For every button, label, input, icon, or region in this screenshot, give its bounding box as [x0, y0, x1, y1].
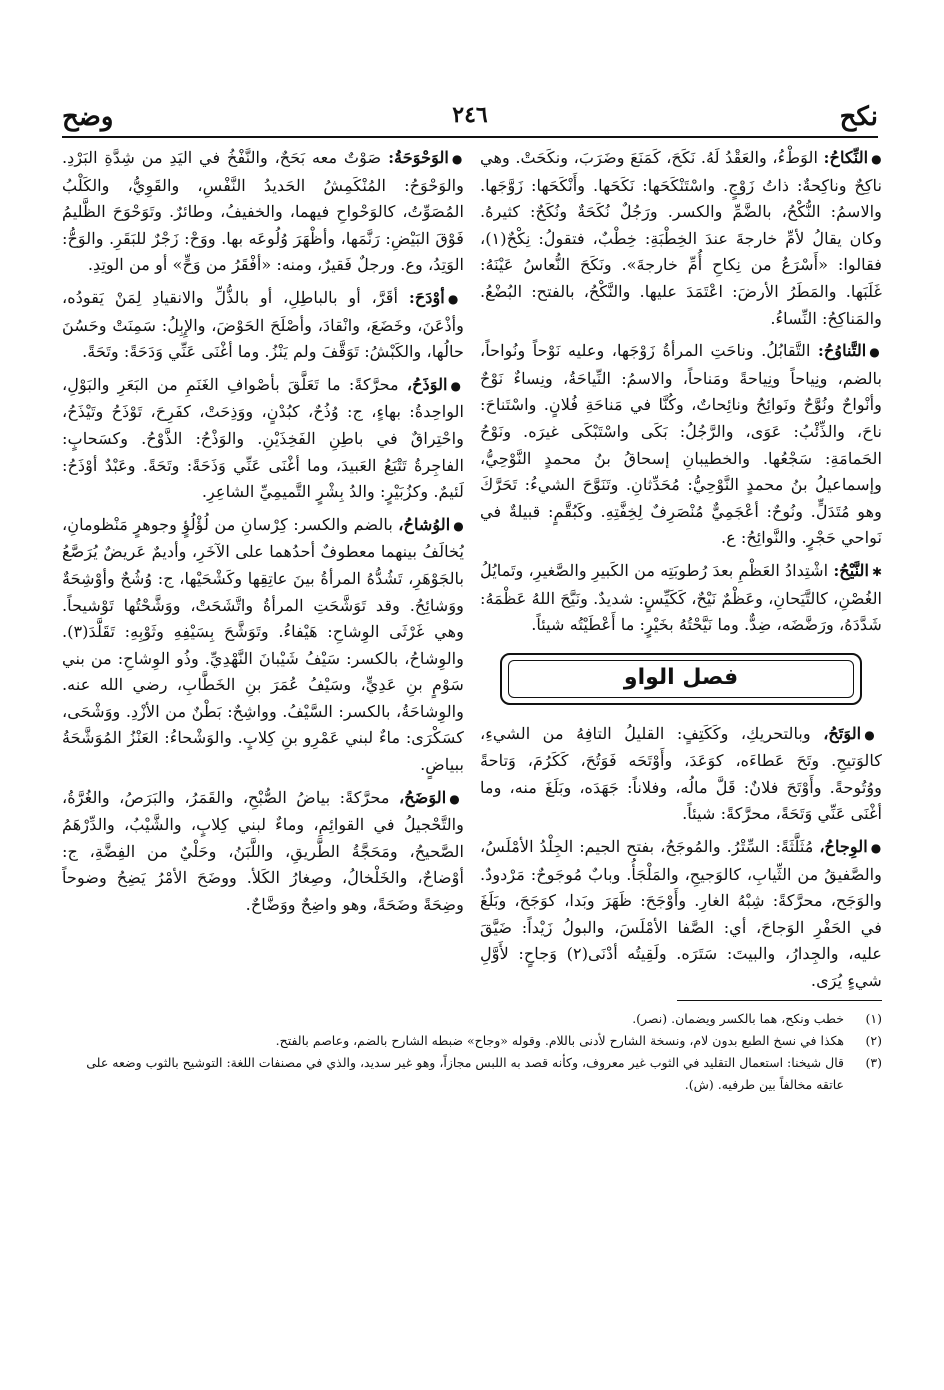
header-right-word: نكح [839, 102, 878, 132]
footnote [62, 1052, 882, 1096]
footnote-number: (٣) [865, 1055, 882, 1070]
right-column [480, 145, 882, 990]
section-heading-box [500, 653, 862, 705]
footnote-number: (١) [865, 1011, 882, 1026]
footnotes [62, 1008, 882, 1096]
bullet-icon: ● [453, 518, 464, 533]
entry-text: وبالتحريكِ، وكَكَتِفٍ: القليلُ التافِهُ من الشيءِ، كالوَتيحِ. وتَحَ عَطاءَه، كوَعَدَ، وأَوْتَحَه فَوَتُحَ، كَكَرُمَ، وَتاحةً ووُتُوحةً. وأَوْتَحَ فلانٌ: قَلَّ مالُه، وفلاناً: جَهَدَه، وبَلَغَ منه، وما أغْنَى عَنِّي وَتَحَةً، محرَّكةً: شيئاً. [480, 723, 882, 824]
entry [62, 285, 464, 366]
entry [480, 834, 882, 990]
bullet-icon: ● [449, 791, 464, 806]
bullet-icon: ● [870, 841, 882, 856]
entry-headword: الوَحْوَحَةُ: [388, 148, 449, 167]
page-header [62, 86, 878, 138]
entry-text: صَوْتٌ معه بَحَحٌ، والنَّفْخُ في اليَدِ من شِدَّةِ البَرْدِ. والوَحْوَحُ: المُنْكَمِشُ الحَديدُ النَّفْسِ، والقَوِيُّ، والكَلْبُ المُصَوِّتُ، كالوَحْواحِ فيهما، والخفيفُ، وطائرٌ. وتَوَحْوَحَ الظَّليمُ فَوْقَ البَيْضِ: رَنَّمَها، وأظْهَرَ وُلُوعَه بها. ووَحْ: زَجْرٌ للبَقَرِ. والوَحُّ: الوَتِدُ، وع. ورجلٌ فَقيرٌ، ومنه: «أفْقَرُ من وَحٍّ» أو من الوتِدِ. [62, 148, 464, 275]
entry-text: مُثَلَّثَةً: السِّتْرُ. والمُوجَحُ، بفتح الجيم: الجِلْدُ الأمْلَسُ، والصَّفيقُ من الثِّيابِ، كالوَجيحِ، والمَلْجَأُ. وبابٌ مُوجَوحٌ: مَرْدودٌ. والوَجَح، محرَّكةً: شِبْهُ الغارِ. وأَوْجَحَ: ظَهَرَ وبَدا، كوَجَحَ، وبَلَغَ في الحَفْرِ الوَجاحَ، أي: الصَّفا الأمْلَسَ، والبولُ زَيْداً: ضَيَّقَ عليه، والجِدارُ، والبيتَ: سَتَرَه. ولَقِيتُه أدْنَى(٢) وَجاحٍ: لأَوَّلِ شيءٍ يُرَى. [480, 837, 882, 990]
asterisk-icon: ✱ [871, 564, 882, 579]
entry [62, 785, 464, 919]
bullet-icon: ● [871, 152, 882, 166]
entry-text: اشْتِدادُ العَظْمِ بعدَ رُطوبَتِه من الكَبيرِ والصَّغيرِ، وتَمايُلُ الغُصْنِ، كالتَّيَحانِ، وعَظْمٌ نَيْحٌ، كَكَيِّسٍ: شديدٌ. ونَيَّحَ اللهُ عَظْمَهُ: شَدَّدَهُ، ورَضَّضَه، ضِدٌّ. وما نَيَّحْتُهُ بخَيْرٍ: ما أَعْطَيْتُه شيئاً. [480, 560, 882, 635]
bullet-icon: ● [869, 345, 882, 360]
entry-text: بالضم والكسر: كِرْسانِ من لُؤْلُؤٍ وجوهرٍ مَنْظومانِ، يُخالَفُ بينهما معطوفٌ أحدُهما على الآخَرِ، وأديمٌ عَريضٌ يُرَصَّعُ بالجَوْهَرِ، تَشُدُّهُ المرأةُ بينَ عاتِقِها وكَشْحَيْها، ج: وُشُحٌ وأوْشِحَةٌ ووَشائِحُ. وقد تَوَشَّحَتِ المرأةُ واتَّشَحَتْ، ووَشَّحْتُها تَوْشيحاً. وهي غَرْثَى الوِشاحِ: هَيْفاءُ. وتَوَشَّحَ بِسَيْفِهِ وثَوْبِهِ: تَقَلَّدَ(٣). والوِشاحُ، بالكسر: سَيْفُ شَيْبانَ النَّهْدِيِّ. وذُو الوِشاحِ: من بني سَوْمٍ بنِ عَدِيٍّ، وسَيْفُ عُمَرَ بنِ الخَطَّابِ، رضي الله عنه. والوِشاحَةُ، بالكسر: السَّيْفُ. وواشِحٌ: بَطْنٌ من الأزْدِ. ووَشْحَى، كسَكْرَى: ماءٌ لبني عَمْرِو بنِ كِلابٍ. والوَشْحاءُ: العَنْزُ المُوَشَّحَةُ ببياضٍ. [62, 514, 464, 775]
entry-text: محرَّكةً: بياضُ الصُّبْحِ، والقَمَرُ، والبَرَصُ، والغُرَّةُ، والتَّحْجيلُ في القوائِمِ، وماءٌ لبني كِلابٍ، والشَّيْبُ، والدِّرْهَمُ الصَّحيحُ، ومَحَجَّةُ الطَّريقِ، واللَّبَنُ، وحَلْيٌ من الفِضَّةِ، ج: أوْضاحٌ، والخَلْخالُ، وصِغارُ الكَلأ. ووضَحَ الأمْرُ يَضِحُ وضوحاً وضِحَةً وضَحَةً، وهو واضِحٌ ووَضَّاحٌ. [62, 787, 464, 915]
bullet-icon: ● [451, 152, 464, 166]
entry [62, 512, 464, 779]
footnote [62, 1030, 882, 1052]
entry-headword: الوَذَحُ، [406, 374, 448, 394]
section-title: فصل الواو [623, 665, 739, 691]
entry-text: محرَّكةً: ما تَعَلَّقَ بأصْوافِ الغَنَمِ من البَعَرِ والبَوْلِ، الواحِدةُ: بهاءٍ، ج: وُذُحٌ، كبُدْنٍ، ووَذِحَتْ، كفَرِحَ، تَوْذَحُ وتَيْذَحُ، واحْتِراقٌ في باطِنِ الفَخِذَيْنِ. والوَذْحُ: الذَّوْحُ. وكسَحابٍ: الفاجِرةُ تَتْبَعُ العَبيدَ، وما أغْنَى عَنِّي وَذَحَةً: وتَحَةً. وعَبْدٌ أوْذَحُ: لَئيمٌ. وكزُبَيْرٍ: والدُ بِشْرٍ التَّميمِيِّ الشاعِرِ. [62, 374, 464, 502]
entry [480, 145, 882, 332]
header-left-word: وضح [62, 102, 114, 132]
bullet-icon: ● [447, 291, 464, 306]
entry-headword: النِّكاحُ: [823, 148, 869, 167]
entry-headword: التَّناوُحُ: [817, 341, 867, 361]
bullet-icon: ● [864, 727, 882, 742]
entry [62, 145, 464, 279]
footnote-text: هكذا في نسخ الطبع بدون لام، ونسخة الشارح لأدنى باللام. وقوله «وجاح» ضبطه الشارح بالضم، وعاصم بالفتح. [275, 1033, 844, 1048]
entry-headword: أوْدَحَ: [408, 287, 445, 307]
entry-headword: الوُشاحُ، [398, 514, 451, 534]
entry-headword: الوِجاحُ، [819, 837, 868, 857]
entry-text: أقَرَّ، أو بالباطِلِ، أو بالذُّلِّ والانقيادِ لِمَنْ يَقودُه، وأذْعَنَ، وخَضَعَ، وانْقادَ، وأصْلَحَ الحَوْضَ، والإِبِلُ: سَمِنَتْ وحَسُنَ حالُها، والكَبْشُ: تَوَقَّفَ ولم يَنْزُ. وما أغْنَى عَنِّي وَدَحَةً: وتَحَةً. [62, 287, 464, 362]
entry [480, 558, 882, 639]
page-number: ٢٤٦ [452, 102, 488, 128]
entry [62, 372, 464, 506]
left-column [62, 145, 464, 990]
entry [480, 338, 882, 552]
entry-text: التَّقابُلُ. وناحَتِ المرأةُ زَوْجَها، وعليه نَوْحاً ونُواحاً، بالضم، ونِياحاً ونِياحةً ومَناحاً، والاسمُ: النِّياحَةُ، ونِساءٌ نَوْحٌ وأنْواحٌ ونُوَّحٌ ونَوائِحُ ونائِحاتٌ، وكُنَّا في مَناحَةِ فُلانٍ. واسْتَناحَ: ناحَ، والذِّئْبُ: عَوَى، والرَّجُلُ: بَكَى واسْتَبْكَى غيرَه. ونَوْحُ الحَمامَةِ: سَجْعُها. والخطيبانِ إسحاقُ بنُ محمدٍ النَّوْحِيُّ، وإسماعيلُ بنُ محمدٍ النَّوْحِيُّ: مُحَدِّثانِ. وتَنَوَّحَ الشيءُ: تَحَرَّكَ وهو مُتَدَلٍّ. ونُوحٌ: أعْجَمِيٌّ مُنْصَرِفٌ لِخِفَّتِهِ. وكَبُقَّمٍ: قبيلةٌ في نَواحي حَجْرٍ. والنَّوائِحُ: ع. [480, 341, 882, 548]
footnote-number: (٢) [865, 1033, 882, 1048]
entry-text: الوَطْءُ، والعَقْدُ لَهُ. نَكَحَ، كَمَنَعَ وضَرَبَ، ونكَحَتْ. وهي ناكِحٌ وناكِحةٌ: ذاتُ زَوْجٍ. واسْتَنْكَحَها: نَكَحَها. وأَنْكَحَها: زَوَّجَها. والاسمُ: النُّكْحُ، بالضَّمِّ والكسر. ورَجُلٌ نُكَحَةٌ ونُكَحٌ: كثيرهُ. وكان يقالُ لأمِّ خارجةَ عندَ الخِطْبَةِ: خِطْبٌ، فتقولُ: نِكْحٌ(١)، فقالوا: «أَسْرَعُ من نِكاحِ أُمِّ خارجةَ». ونَكَحَ النُّعاسُ عَيْنَهُ: غَلَبَها. والمَطَرُ الأرضَ: اعْتَمَدَ عليها. والنَّكْحُ، بالفتح: البُضْعُ. والمَناكِحُ: النِّساءُ. [480, 148, 882, 328]
entry-headword: الوَتَحُ، [823, 723, 862, 743]
entry-headword: النَّيْحُ: [833, 560, 869, 580]
entry-headword: الوَضَحُ، [399, 787, 447, 807]
bullet-icon: ● [450, 378, 464, 393]
footnote-text: قال شيخنا: استعمال التقليد في الثوب غير معروف، وكأنه قصد به اللبس مجازاً، وهو غير سديد، والذي في مصنفات اللغة: التوشيح بالثوب وضعه على عاتقه مخالفاً بين طرفيه. (ش). [86, 1055, 844, 1092]
footnote-text: خطب ونكح، هما بالكسر ويضمان. (نصر). [632, 1011, 844, 1026]
footnote [62, 1008, 882, 1030]
footnote-divider [677, 1000, 882, 1001]
entry [480, 721, 882, 828]
